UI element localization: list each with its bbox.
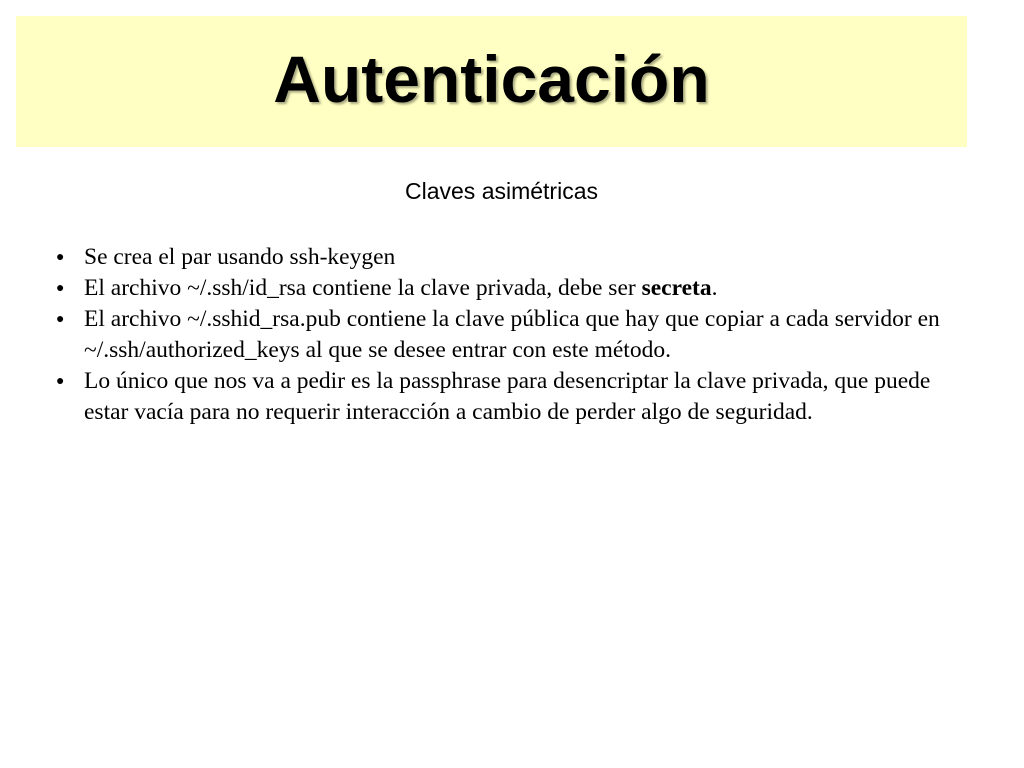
- bullet-dot-icon: ●: [56, 281, 65, 296]
- slide-subtitle: Claves asimétricas: [405, 178, 598, 204]
- bullet-item: [56, 273, 976, 304]
- bullet-item: [56, 366, 976, 428]
- bullet-text: Lo único que nos va a pedir es la passphrase para desencriptar la clave privada, que puede estar vacía para no requerir interacción a cambio de perder algo de seguridad.: [84, 368, 931, 425]
- bullet-item: [56, 242, 976, 273]
- bullet-text: El archivo ~/.sshid_rsa.pub contiene la clave pública que hay que copiar a cada servidor en ~/.ssh/authorized_keys al que se desee entrar con este método.: [84, 306, 940, 363]
- bullet-text: Se crea el par usando ssh-keygen: [84, 244, 396, 270]
- bullet-dot-icon: ●: [56, 374, 65, 389]
- slide-title: Autenticación: [273, 41, 710, 116]
- bullet-bold-text: secreta: [641, 275, 712, 301]
- bullet-text-end: .: [711, 275, 718, 301]
- bullet-dot-icon: ●: [56, 312, 65, 327]
- bullet-item: [56, 304, 976, 366]
- bullet-list: [56, 242, 976, 428]
- bullet-dot-icon: ●: [56, 250, 65, 265]
- bullet-text: El archivo ~/.ssh/id_rsa contiene la clave privada, debe ser: [84, 275, 642, 301]
- title-band: [16, 16, 967, 147]
